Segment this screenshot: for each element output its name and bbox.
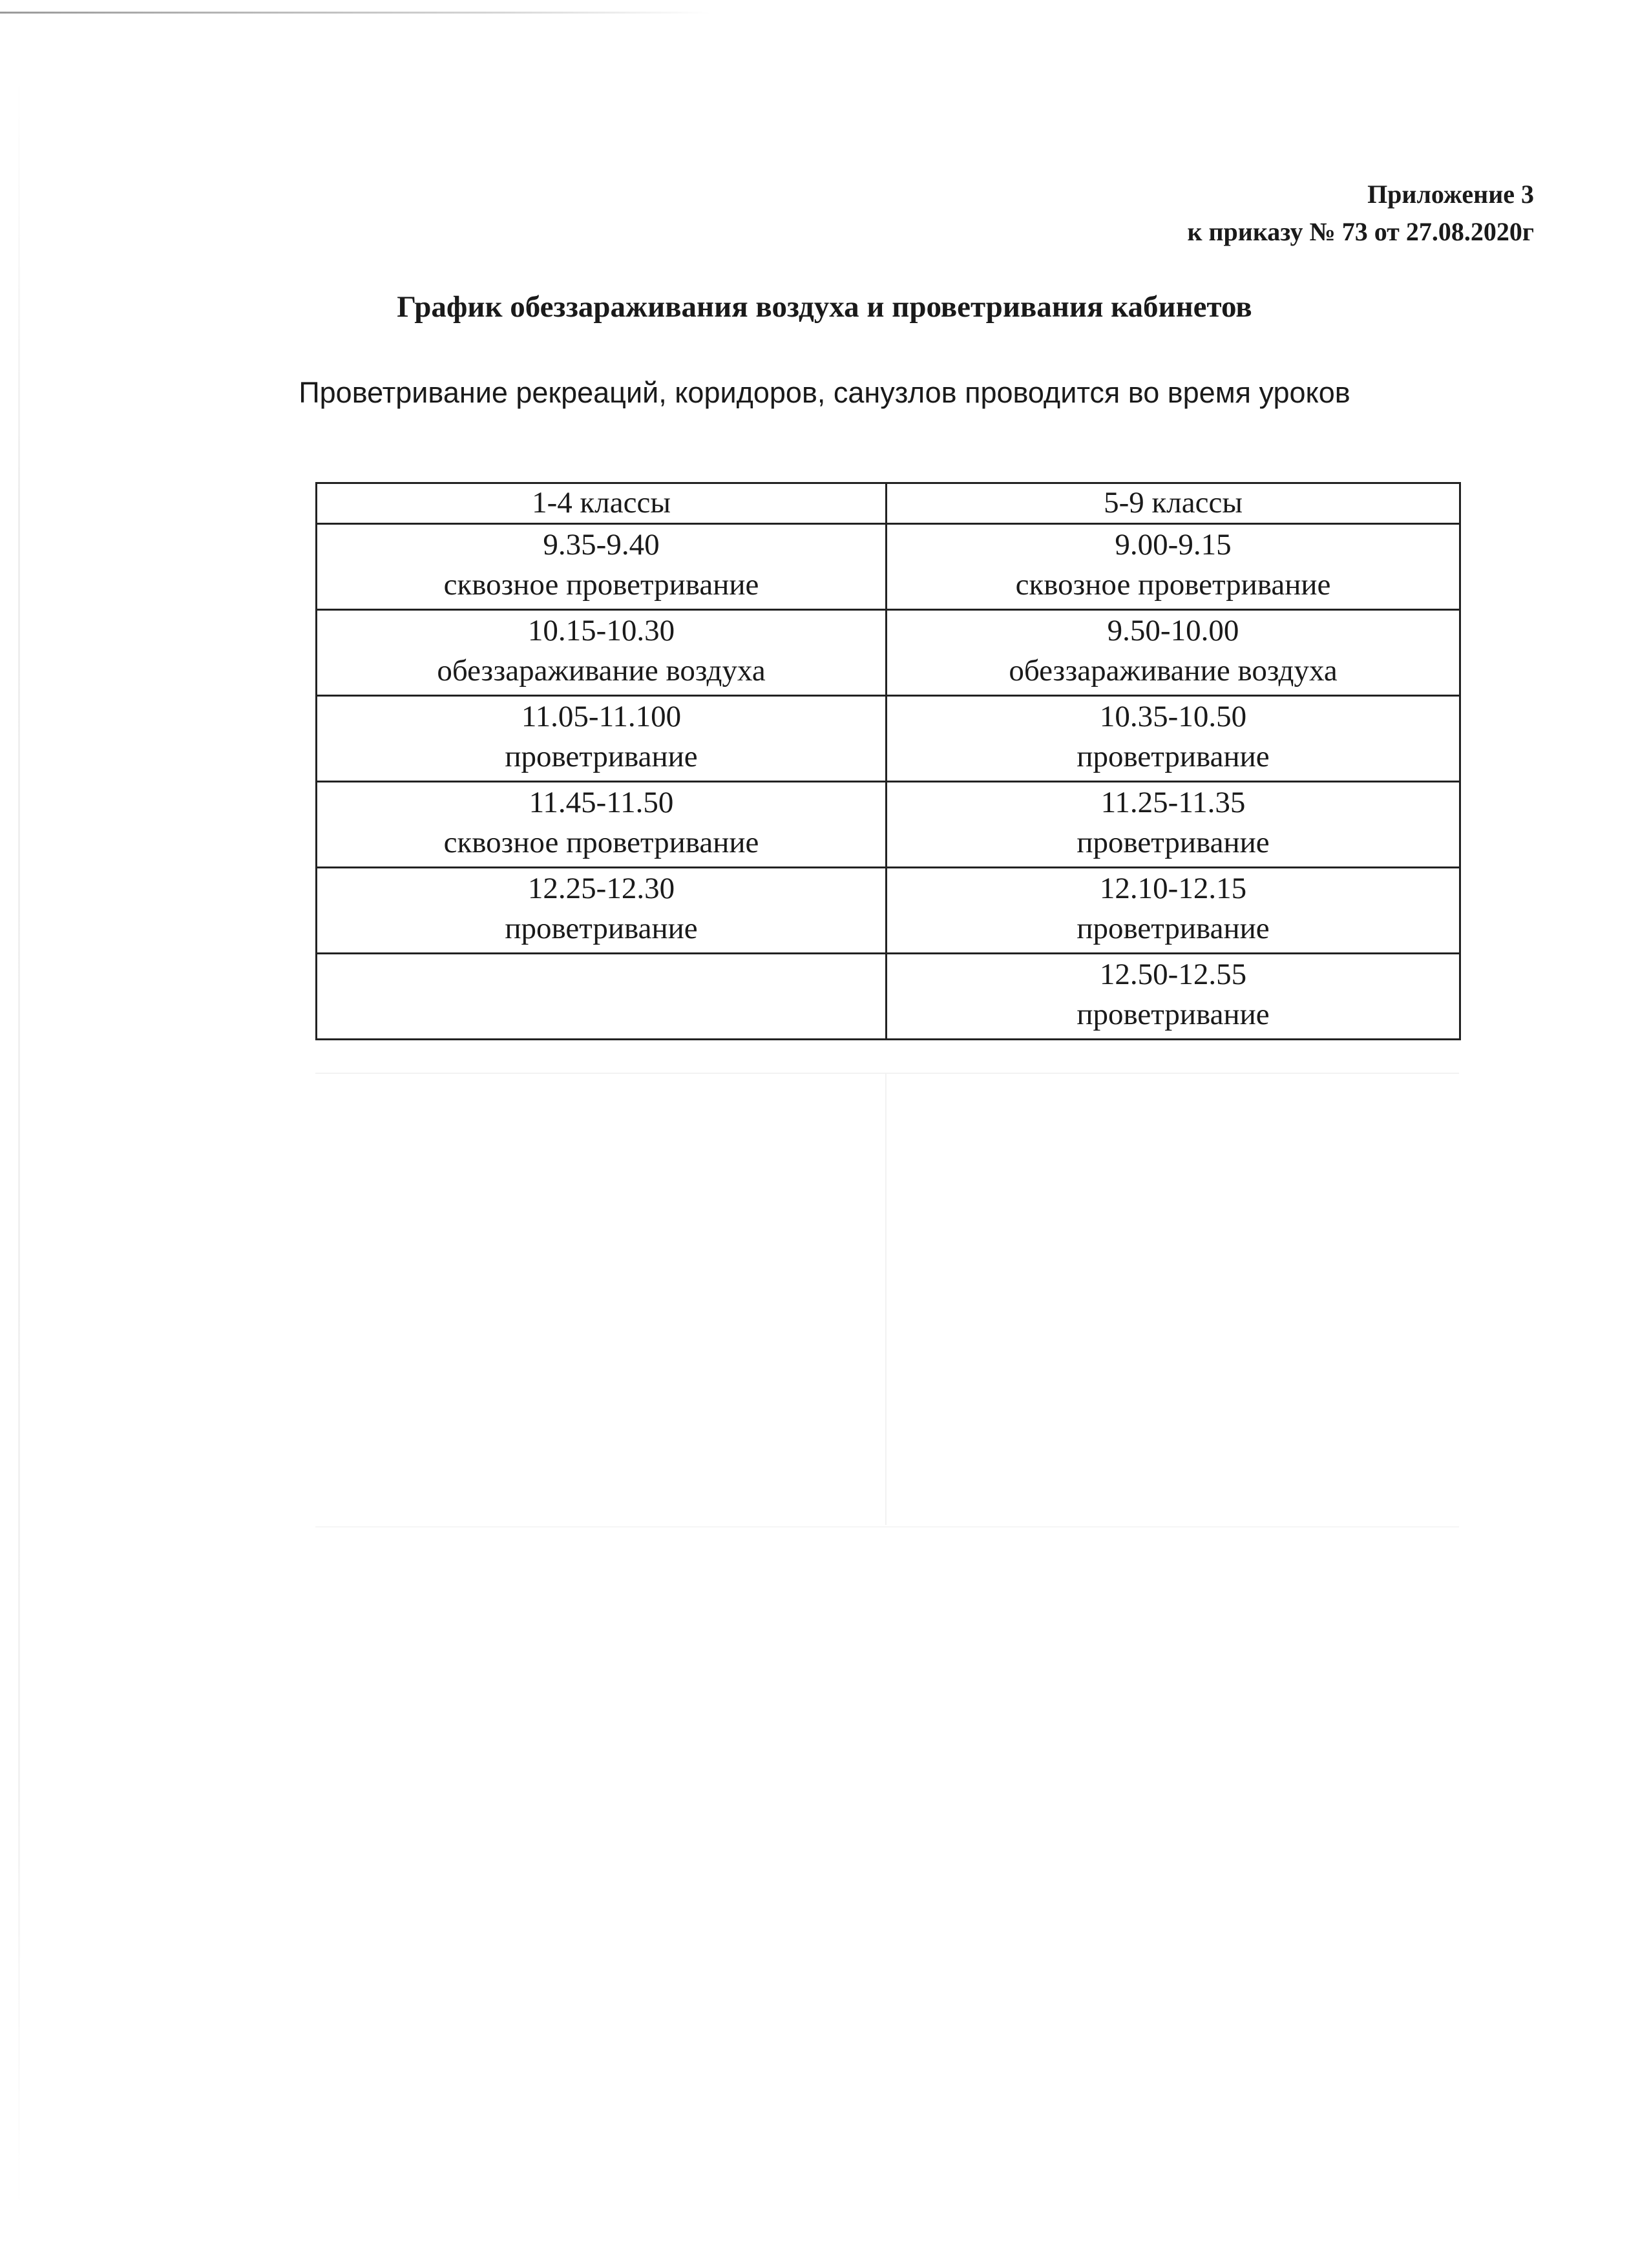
cell-action: сквозное проветривание — [443, 826, 759, 859]
appendix-number: Приложение 3 — [1367, 180, 1534, 209]
table-cell — [887, 782, 1460, 868]
order-reference: к приказу № 73 от 27.08.2020г — [1187, 217, 1534, 246]
table-row — [317, 868, 1460, 954]
cell-action: сквозное проветривание — [1015, 568, 1331, 602]
header-grades-1-4: 1-4 классы — [317, 483, 887, 524]
table-cell — [317, 696, 887, 782]
table-cell — [887, 696, 1460, 782]
table-header-row — [317, 483, 1460, 524]
cell-time: 11.05-11.100 — [521, 700, 682, 733]
cell-time: 11.25-11.35 — [1100, 786, 1246, 819]
table-cell-empty — [317, 954, 887, 1040]
cell-action: проветривание — [1077, 998, 1270, 1031]
cell-action: проветривание — [1077, 826, 1270, 859]
cell-action: проветривание — [505, 740, 698, 773]
document-title: График обеззараживания воздуха и проветривания кабинетов — [397, 290, 1252, 324]
bleed-through-divider — [885, 1073, 887, 1525]
cell-time: 12.25-12.30 — [527, 872, 675, 905]
cell-action: проветривание — [1077, 740, 1270, 773]
bleed-through-shadow — [315, 1073, 1459, 1528]
cell-time: 10.35-10.50 — [1099, 700, 1247, 733]
table-cell — [317, 868, 887, 954]
appendix-reference — [1187, 176, 1534, 251]
header-grades-5-9: 5-9 классы — [887, 483, 1460, 524]
table-row — [317, 782, 1460, 868]
table-row — [317, 524, 1460, 610]
cell-action: проветривание — [505, 912, 698, 945]
schedule-table — [315, 482, 1461, 1040]
cell-time: 9.50-10.00 — [1107, 614, 1239, 647]
table-cell — [317, 524, 887, 610]
cell-action: обеззараживание воздуха — [437, 654, 766, 688]
cell-time: 10.15-10.30 — [527, 614, 675, 647]
table-row — [317, 696, 1460, 782]
scan-edge-top — [0, 12, 711, 14]
cell-action: сквозное проветривание — [443, 568, 759, 602]
cell-time: 11.45-11.50 — [529, 786, 674, 819]
cell-action: обеззараживание воздуха — [1009, 654, 1338, 688]
table-cell — [887, 610, 1460, 696]
cell-time: 9.35-9.40 — [543, 528, 660, 562]
cell-time: 9.00-9.15 — [1115, 528, 1232, 562]
table-cell — [887, 524, 1460, 610]
cell-time: 12.50-12.55 — [1099, 958, 1247, 991]
table-cell — [887, 954, 1460, 1040]
table-cell — [317, 782, 887, 868]
cell-time: 12.10-12.15 — [1099, 872, 1247, 905]
table-cell — [887, 868, 1460, 954]
table-row — [317, 954, 1460, 1040]
document-subtitle: Проветривание рекреаций, коридоров, санузлов проводится во время уроков — [299, 376, 1350, 409]
cell-action: проветривание — [1077, 912, 1270, 945]
table-cell — [317, 610, 887, 696]
table-row — [317, 610, 1460, 696]
